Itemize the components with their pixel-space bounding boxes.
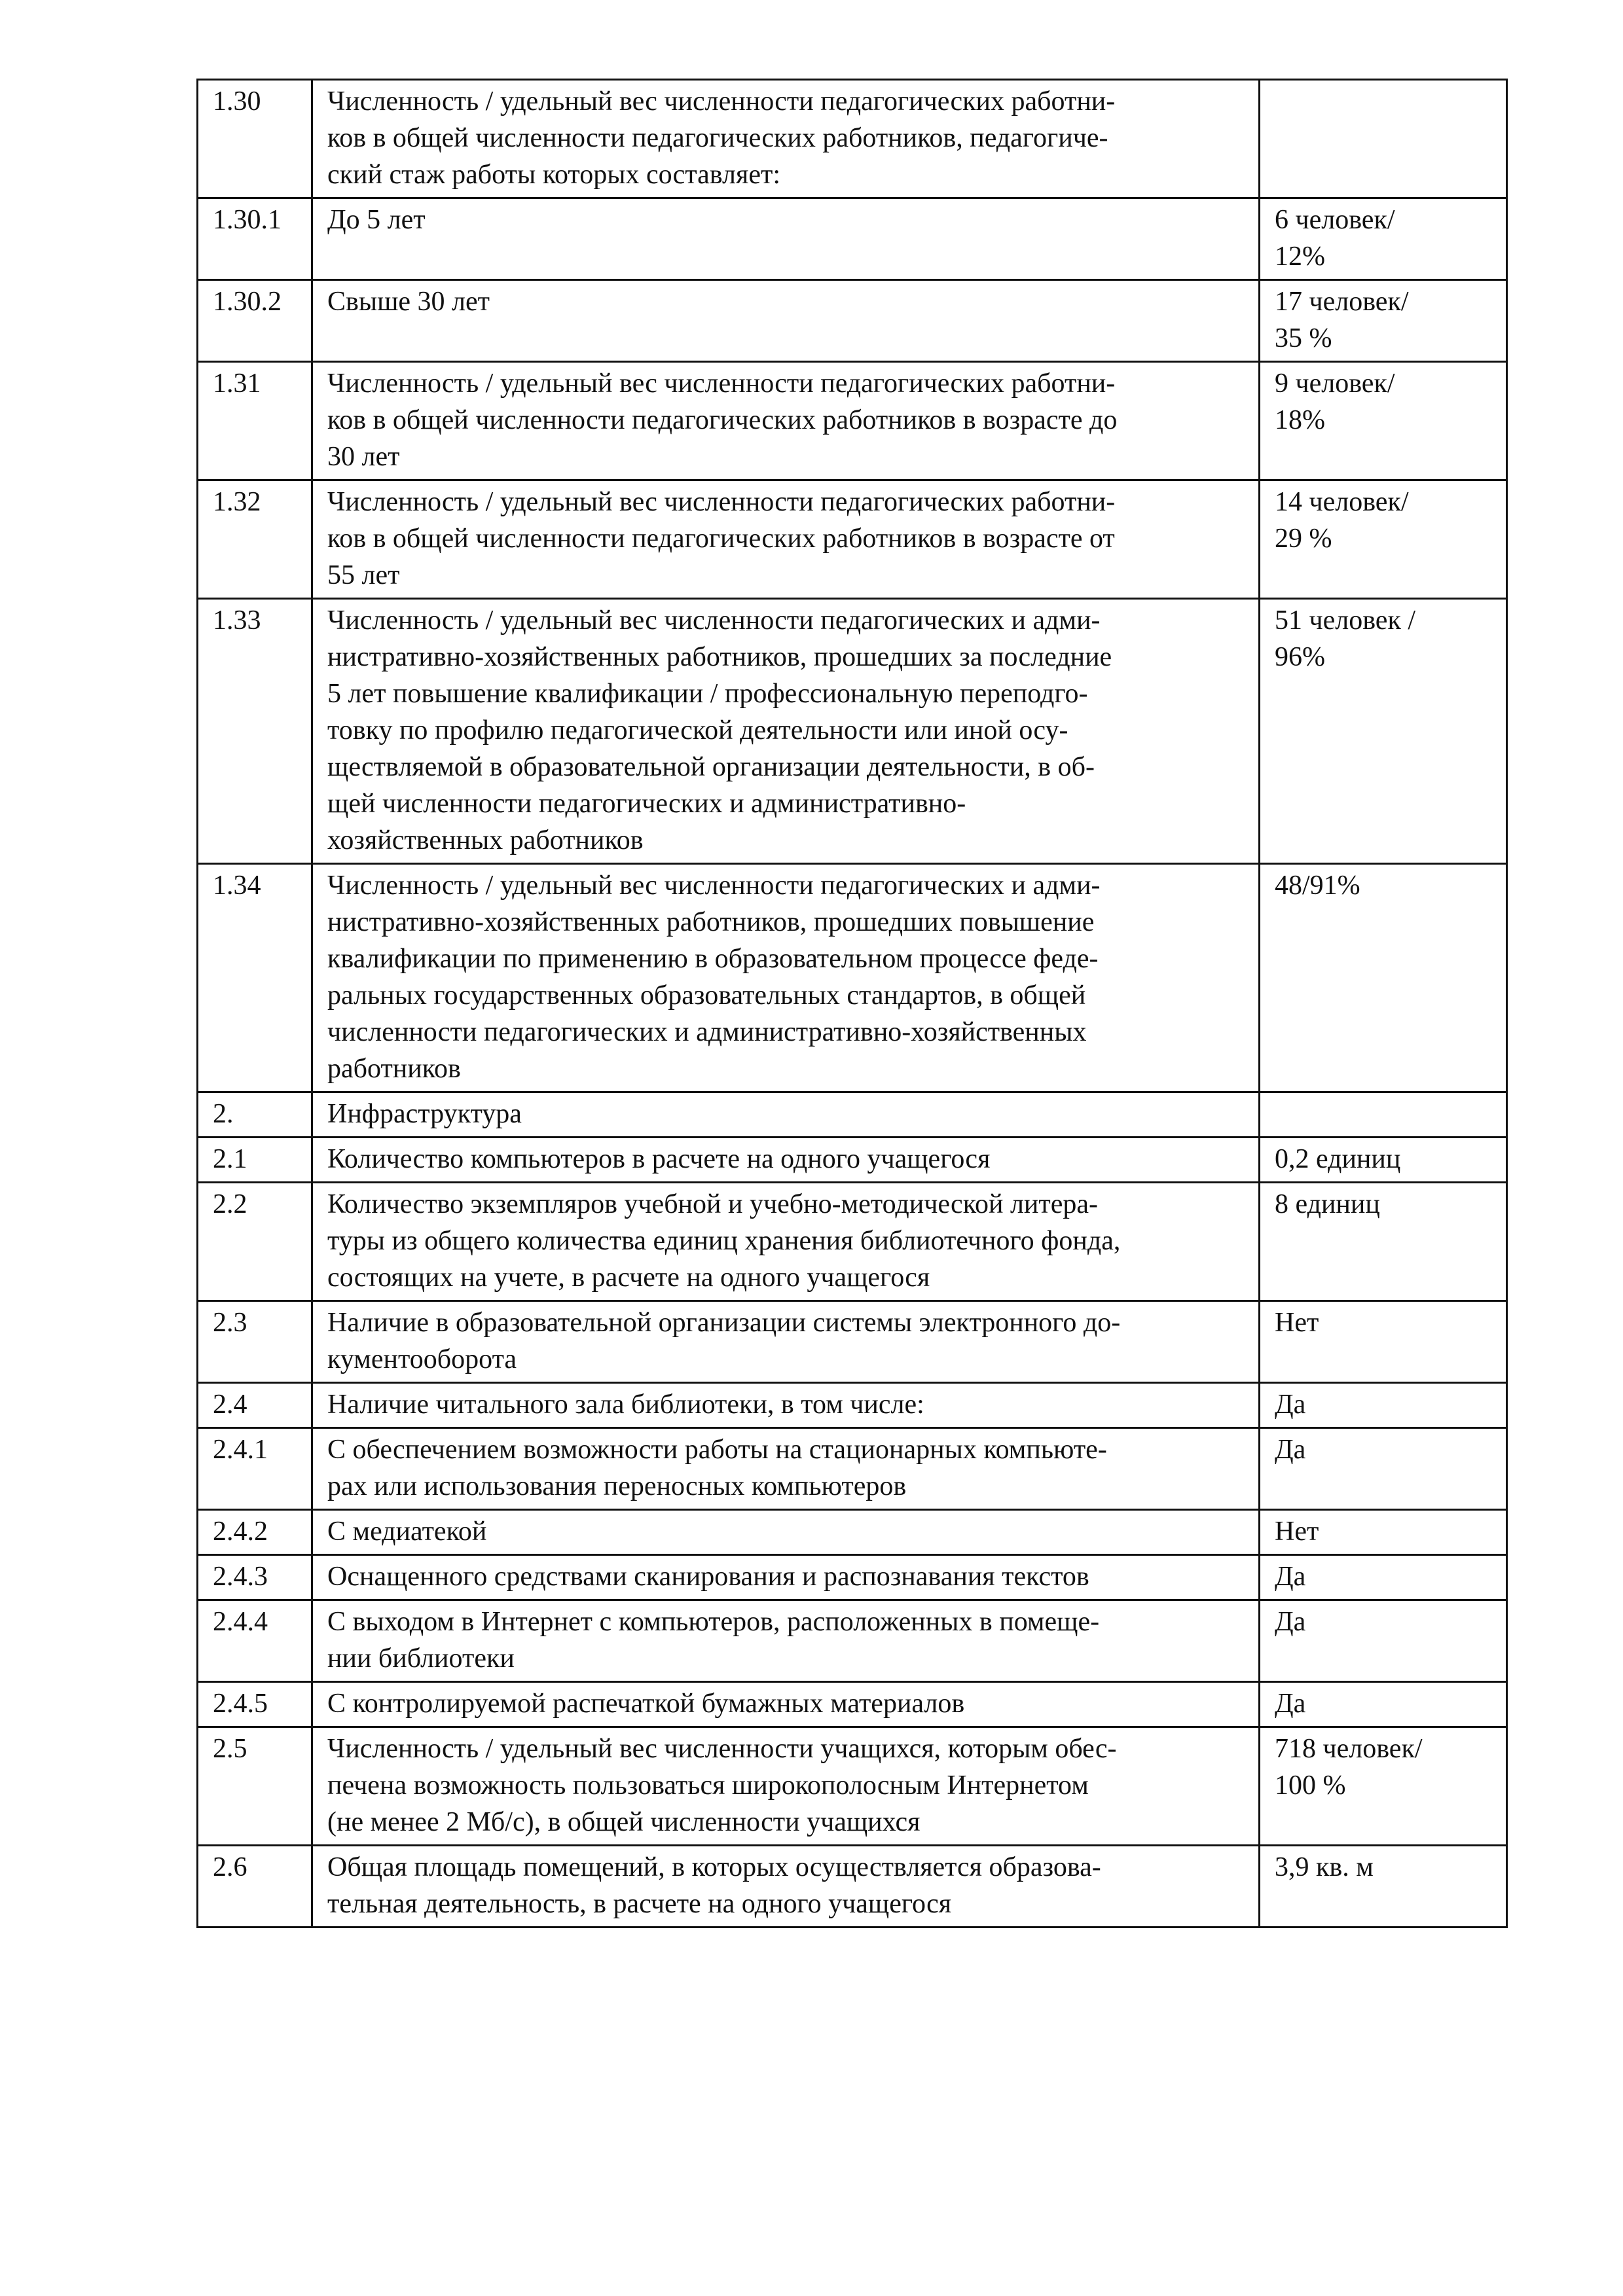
row-number: 2.3 [213,1308,247,1338]
indicator-value-line: 35 % [1275,323,1332,353]
row-number: 2.1 [213,1144,247,1174]
indicator-description-line: До 5 лет [327,205,426,235]
table-row [198,1682,1507,1727]
row-number-cell [198,1301,312,1383]
indicator-description-line: туры из общего количества единиц хранения библиотечного фонда, [327,1226,1121,1256]
indicator-description-cell [312,864,1260,1092]
indicator-description-line: 30 лет [327,442,400,472]
row-number-cell [198,1682,312,1727]
row-number-cell [198,1183,312,1301]
table-row [198,1846,1507,1928]
indicator-description-cell [312,599,1260,864]
indicator-description-cell [312,80,1260,198]
table-row [198,1138,1507,1183]
indicator-description-line: товку по профилю педагогической деятельности или иной осу- [327,715,1068,745]
indicator-value-cell [1260,362,1507,480]
indicator-description-line: Численность / удельный вес численности педагогических работни- [327,487,1116,517]
indicator-value-cell [1260,1600,1507,1682]
row-number-cell [198,480,312,599]
row-number: 1.33 [213,605,261,636]
row-number: 2.4.2 [213,1516,268,1547]
row-number-cell [198,198,312,280]
indicator-description-line: Численность / удельный вес численности педагогических работни- [327,86,1116,117]
indicator-value-cell [1260,1428,1507,1510]
indicator-value-cell [1260,280,1507,362]
indicator-description-cell [312,1600,1260,1682]
indicator-value-line: Да [1275,1607,1306,1637]
table-row [198,1600,1507,1682]
indicator-description-cell [312,1846,1260,1928]
indicator-value-line: 18% [1275,405,1325,435]
indicator-description-cell [312,1682,1260,1727]
indicator-description-line: Инфраструктура [327,1099,522,1129]
row-number-cell [198,1600,312,1682]
indicator-description-cell [312,1138,1260,1183]
row-number-cell [198,864,312,1092]
indicator-value-cell [1260,1846,1507,1928]
indicator-description-line: Наличие читального зала библиотеки, в том числе: [327,1390,924,1420]
indicator-description-line: печена возможность пользоваться широкополосным Интернетом [327,1770,1089,1801]
indicator-description-line: Количество экземпляров учебной и учебно-методической литера- [327,1189,1099,1219]
indicator-description-line: Оснащенного средствами сканирования и распознавания текстов [327,1562,1089,1592]
indicator-description-line: нистративно-хозяйственных работников, прошедших повышение [327,907,1095,937]
table-row [198,280,1507,362]
indicator-value-line: 3,9 кв. м [1275,1852,1374,1882]
indicator-value-line: Нет [1275,1308,1319,1338]
table-row [198,599,1507,864]
indicator-value-cell [1260,1682,1507,1727]
indicator-value-line: 100 % [1275,1770,1346,1801]
indicator-description-line: тельная деятельность, в расчете на одного учащегося [327,1889,952,1919]
table-row [198,362,1507,480]
table-row [198,1183,1507,1301]
indicator-description-line: работников [327,1054,461,1084]
indicator-value-cell [1260,1092,1507,1138]
row-number-cell [198,280,312,362]
indicator-description-line: Общая площадь помещений, в которых осуществляется образова- [327,1852,1101,1882]
indicator-value-cell [1260,1510,1507,1555]
indicator-value-cell [1260,480,1507,599]
indicator-value-line: 9 человек/ [1275,368,1395,399]
indicator-value-line: Да [1275,1689,1306,1719]
indicator-description-line: Численность / удельный вес численности учащихся, которым обес- [327,1734,1117,1764]
indicator-description-line: Количество компьютеров в расчете на одного учащегося [327,1144,991,1174]
indicator-value-line: 8 единиц [1275,1189,1380,1219]
row-number: 2.4.5 [213,1689,268,1719]
table-row [198,480,1507,599]
row-number: 2.4.3 [213,1562,268,1592]
row-number: 2.2 [213,1189,247,1219]
indicator-description-line: ский стаж работы которых составляет: [327,160,780,190]
indicator-description-cell [312,1383,1260,1428]
row-number-cell [198,1092,312,1138]
indicator-value-cell [1260,80,1507,198]
indicator-description-line: квалификации по применению в образовательном процессе феде- [327,944,1099,974]
indicator-description-cell [312,362,1260,480]
indicator-value-cell [1260,864,1507,1092]
indicator-description-cell [312,280,1260,362]
indicator-description-cell [312,1510,1260,1555]
indicator-description-line: Свыше 30 лет [327,287,490,317]
indicator-value-line: 48/91% [1275,870,1360,901]
row-number-cell [198,599,312,864]
row-number: 1.31 [213,368,261,399]
row-number-cell [198,362,312,480]
row-number: 1.30.1 [213,205,282,235]
indicator-description-line: С медиатекой [327,1516,487,1547]
row-number: 2. [213,1099,234,1129]
indicator-description-line: кументооборота [327,1344,517,1374]
indicator-description-line: состоящих на учете, в расчете на одного учащегося [327,1263,930,1293]
indicator-description-line: численности педагогических и административно-хозяйственных [327,1017,1087,1047]
indicator-value-line: 29 % [1275,524,1332,554]
indicator-description-cell [312,198,1260,280]
indicator-value-line: Да [1275,1390,1306,1420]
table-row [198,1727,1507,1846]
row-number-cell [198,80,312,198]
indicator-value-cell [1260,1138,1507,1183]
indicators-table-body [198,80,1507,1928]
table-row [198,198,1507,280]
indicator-value-cell [1260,1301,1507,1383]
row-number-cell [198,1510,312,1555]
row-number-cell [198,1383,312,1428]
indicator-description-cell [312,480,1260,599]
indicator-value-cell [1260,198,1507,280]
indicator-value-cell [1260,1183,1507,1301]
indicator-description-line: нии библиотеки [327,1643,515,1674]
indicator-value-cell [1260,1383,1507,1428]
table-row [198,1301,1507,1383]
row-number: 1.32 [213,487,261,517]
row-number-cell [198,1138,312,1183]
indicator-value-cell [1260,1727,1507,1846]
indicator-description-line: нистративно-хозяйственных работников, прошедших за последние [327,642,1112,672]
row-number-cell [198,1428,312,1510]
table-row [198,864,1507,1092]
indicator-value-line: Нет [1275,1516,1319,1547]
row-number: 2.4.1 [213,1435,268,1465]
indicator-value-line: 12% [1275,242,1325,272]
row-number-cell [198,1555,312,1600]
indicator-description-line: Численность / удельный вес численности педагогических и адми- [327,870,1101,901]
row-number: 1.30 [213,86,261,117]
table-row [198,1383,1507,1428]
indicator-value-line: Да [1275,1435,1306,1465]
indicators-table [196,79,1508,1928]
indicator-description-cell [312,1428,1260,1510]
indicator-description-line: С контролируемой распечаткой бумажных материалов [327,1689,965,1719]
indicator-description-line: Наличие в образовательной организации системы электронного до- [327,1308,1121,1338]
indicator-description-line: хозяйственных работников [327,825,644,855]
indicator-description-line: Численность / удельный вес численности педагогических работни- [327,368,1116,399]
indicator-description-cell [312,1727,1260,1846]
indicator-description-cell [312,1301,1260,1383]
indicator-description-line: (не менее 2 Мб/с), в общей численности учащихся [327,1807,921,1837]
indicator-value-line: 6 человек/ [1275,205,1395,235]
indicator-description-line: ральных государственных образовательных стандартов, в общей [327,980,1086,1011]
indicator-value-line: 17 человек/ [1275,287,1409,317]
indicator-description-line: щей численности педагогических и административно- [327,789,966,819]
row-number-cell [198,1846,312,1928]
indicator-description-line: С обеспечением возможности работы на стационарных компьюте- [327,1435,1107,1465]
row-number: 2.6 [213,1852,247,1882]
indicator-description-line: ков в общей численности педагогических работников, педагогиче- [327,123,1108,153]
indicator-description-line: ков в общей численности педагогических работников в возрасте до [327,405,1118,435]
indicator-description-line: рах или использования переносных компьютеров [327,1471,907,1501]
indicator-value-line: 14 человек/ [1275,487,1409,517]
row-number: 1.34 [213,870,261,901]
table-row [198,1510,1507,1555]
indicator-description-cell [312,1183,1260,1301]
row-number: 2.4 [213,1390,247,1420]
indicator-description-cell [312,1555,1260,1600]
indicator-value-line: Да [1275,1562,1306,1592]
indicator-description-line: 5 лет повышение квалификации / профессиональную переподго- [327,679,1088,709]
row-number: 2.5 [213,1734,247,1764]
indicator-description-cell [312,1092,1260,1138]
indicator-description-line: ществляемой в образовательной организации деятельности, в об- [327,752,1095,782]
indicator-value-cell [1260,1555,1507,1600]
row-number-cell [198,1727,312,1846]
indicator-value-line: 96% [1275,642,1325,672]
indicator-value-line: 51 человек / [1275,605,1416,636]
indicator-value-line: 0,2 единиц [1275,1144,1401,1174]
indicator-description-line: С выходом в Интернет с компьютеров, расположенных в помеще- [327,1607,1100,1637]
indicator-value-cell [1260,599,1507,864]
indicator-description-line: Численность / удельный вес численности педагогических и адми- [327,605,1101,636]
indicator-value-line: 718 человек/ [1275,1734,1423,1764]
table-row [198,1092,1507,1138]
table-row [198,1428,1507,1510]
row-number: 1.30.2 [213,287,282,317]
indicator-description-line: 55 лет [327,560,400,590]
table-row [198,80,1507,198]
row-number: 2.4.4 [213,1607,268,1637]
indicator-description-line: ков в общей численности педагогических работников в возрасте от [327,524,1115,554]
table-row [198,1555,1507,1600]
